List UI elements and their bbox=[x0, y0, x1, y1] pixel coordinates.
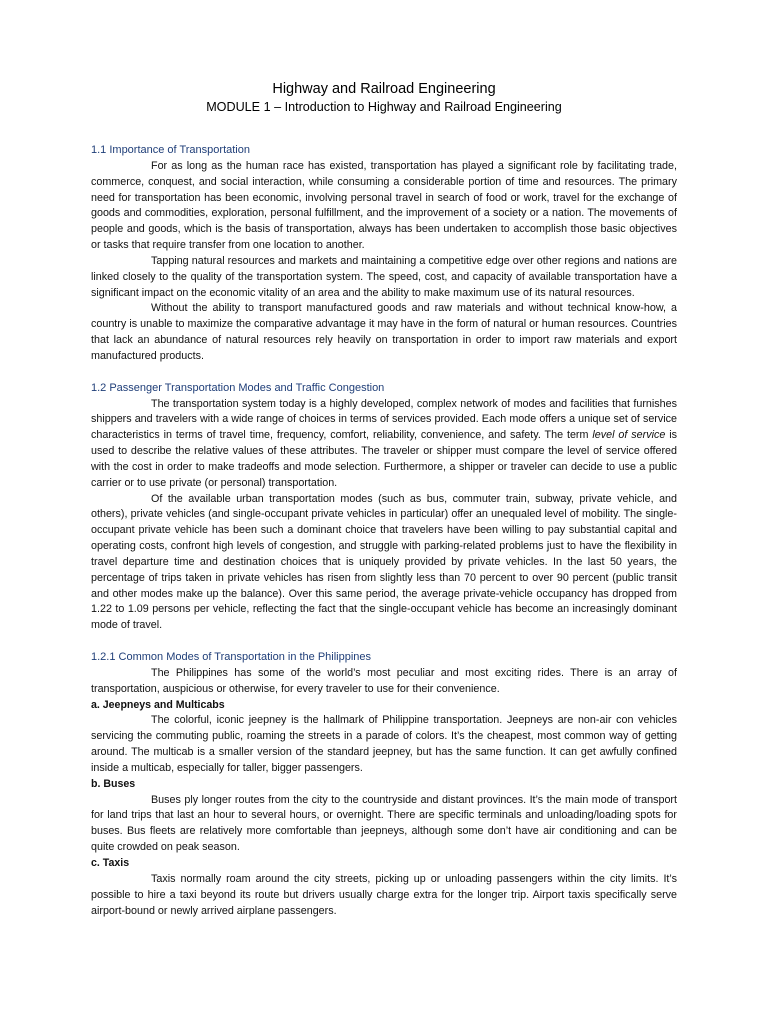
level-of-service-term: level of service bbox=[592, 429, 666, 442]
paragraph-1-1-b: Tapping natural resources and markets and maintaining a competitive edge over other regions and nations are linked closely to the quality of the transportation system. The speed, cost, and capacity of available transportation have a significant impact on the economic vitality of an area and the ability to make maximum use of its natural resources. bbox=[91, 254, 677, 299]
paragraph-1-1-c: Without the ability to transport manufactured goods and raw materials and without technical know-how, a country is unable to maximize the comparative advantage it may have in the form of natural or human resources. Countries that lack an abundance of natural resources rely heavily on transportation in order to import raw materials and export manufactured products. bbox=[91, 302, 677, 362]
paragraph-1-2-a-end: is used to describe the relative values of these attributes. The traveler or shipper must compare the level of service offered with the cost in order to make tradeoffs and mode selection. Furthermore, a shipper or traveler can decide to use a public carrier or to use private (or personal) transportation. bbox=[91, 429, 677, 489]
paragraph-1-2-1-intro: The Philippines has some of the world’s most peculiar and most exciting rides. There is an array of transportation, auspicious or otherwise, for every traveler to use for their convenience. bbox=[91, 666, 677, 695]
document-title: Highway and Railroad Engineering bbox=[272, 81, 496, 97]
paragraph-1-2-a bbox=[91, 397, 677, 492]
subheading-taxis: c. Taxis bbox=[91, 856, 130, 869]
section-spacer bbox=[91, 634, 677, 650]
paragraph-1-1-a: For as long as the human race has existed, transportation has played a significant role by facilitating trade, commerce, conquest, and social interaction, while consuming a considerable portion of time and resources. The primary need for transportation has been economic, involving personal travel in search of food or work, travel for the exchange of goods and commodities, exploration, personal fulfillment, and the improvement of a society or a nation. The movements of people and goods, which is the basis of transportation, always has been undertaken to accomplish those basic objectives or tasks that require transfer from one location to another. bbox=[91, 159, 677, 252]
section-spacer bbox=[91, 365, 677, 381]
subheading-jeepneys: a. Jeepneys and Multicabs bbox=[91, 698, 225, 711]
module-subtitle: MODULE 1 – Introduction to Highway and Railroad Engineering bbox=[206, 100, 562, 114]
section-heading-1-2-1: 1.2.1 Common Modes of Transportation in the Philippines bbox=[91, 651, 372, 663]
paragraph-jeepneys: The colorful, iconic jeepney is the hallmark of Philippine transportation. Jeepneys are non-air con vehicles servicing the commuting public, roaming the streets in a parade of colors. It’s the cheapest, most common way of getting around. The multicab is a smaller version of the standard jeepney, but has the same function. It can get awfully confined inside a multicab, especially for taller, bigger passengers. bbox=[91, 714, 677, 774]
section-heading-1-1: 1.1 Importance of Transportation bbox=[91, 144, 250, 156]
subheading-buses: b. Buses bbox=[91, 777, 136, 790]
section-heading-1-2: 1.2 Passenger Transportation Modes and Traffic Congestion bbox=[91, 381, 385, 394]
paragraph-1-2-a-start: The transportation system today is a highly developed, complex network of modes and facilities that furnishes shippers and travelers with a wide range of choices in terms of services provided. Each mode offers a unique set of service characteristics in terms of travel time, frequency, comfort, reliability, convenience, and safety. The term bbox=[91, 397, 677, 442]
paragraph-buses: Buses ply longer routes from the city to the countryside and distant provinces. It’s the main mode of transport for land trips that last an hour to several hours, or overnight. There are specific terminals and unloading/loading spots for buses. Bus fleets are relatively more comfortable than jeepneys, although some don’t have air conditioning and can be quite crowded on peak season. bbox=[91, 793, 677, 854]
paragraph-1-2-b: Of the available urban transportation modes (such as bus, commuter train, subway, private vehicle, and others), private vehicles (and single-occupant private vehicles in particular) offer an unequaled level of mobility. The single-occupant private vehicle has been such a dominant choice that travelers have been willing to pay substantial capital and operating costs, confront high levels of congestion, and struggle with parking-related problems just to have the flexibility in travel departure time and destination choices that is uniquely provided by private vehicles. In the last 50 years, the percentage of trips taken in private vehicles has risen from slightly less than 70 percent to over 90 percent (public transit and other modes make up the balance). Over this same period, the average private-vehicle occupancy has dropped from 1.22 to 1.09 persons per vehicle, reflecting the fact that the single-occupant vehicle has become an increasingly dominant mode of travel. bbox=[91, 492, 677, 632]
paragraph-taxis: Taxis normally roam around the city streets, picking up or unloading passengers within the city limits. It’s possible to hire a taxi beyond its route but drivers usually charge extra for the longer trip. Airport taxis specifically serve airport-bound or newly arrived airplane passengers. bbox=[91, 872, 677, 917]
document-body bbox=[91, 143, 677, 919]
